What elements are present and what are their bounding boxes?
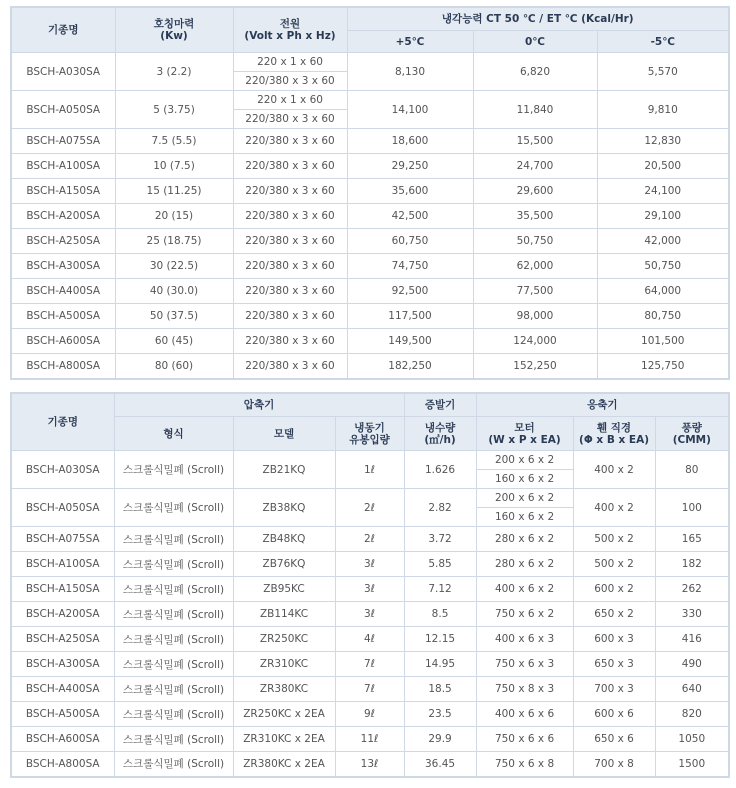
header-hp-label: 호칭마력 bbox=[153, 18, 195, 30]
power-cell: 220/380 x 3 x 60 bbox=[233, 279, 347, 304]
table-row bbox=[11, 254, 729, 279]
capacity-cell: 64,000 bbox=[597, 279, 729, 304]
model-cell: BSCH-A100SA bbox=[11, 552, 114, 577]
motor-cell: 200 x 6 x 2 bbox=[476, 489, 573, 508]
table-row bbox=[11, 627, 729, 652]
table-row bbox=[11, 304, 729, 329]
model-cell: BSCH-A030SA bbox=[11, 451, 114, 489]
capacity-spec-table bbox=[10, 6, 730, 380]
table-row bbox=[11, 354, 729, 379]
water-cell: 1.626 bbox=[404, 451, 476, 489]
fan-cell: 400 x 2 bbox=[573, 489, 655, 527]
model-cell: BSCH-A500SA bbox=[11, 702, 114, 727]
motor-cell: 280 x 6 x 2 bbox=[476, 552, 573, 577]
air-cell: 1500 bbox=[655, 752, 729, 777]
header-power bbox=[233, 7, 347, 53]
header-model: 기종명 bbox=[11, 7, 115, 53]
type-cell: 스크롤식밀폐 (Scroll) bbox=[114, 752, 233, 777]
header-fan-unit: (Φ x B x EA) bbox=[579, 433, 650, 446]
fan-cell: 650 x 6 bbox=[573, 727, 655, 752]
model-cell: BSCH-A250SA bbox=[11, 229, 115, 254]
table-row bbox=[11, 91, 729, 110]
table-row bbox=[11, 677, 729, 702]
power-cell: 220/380 x 3 x 60 bbox=[233, 110, 347, 129]
capacity-cell: 15,500 bbox=[473, 129, 597, 154]
oil-cell: 3ℓ bbox=[335, 577, 404, 602]
motor-cell: 750 x 8 x 3 bbox=[476, 677, 573, 702]
air-cell: 262 bbox=[655, 577, 729, 602]
capacity-cell: 6,820 bbox=[473, 53, 597, 91]
header-fan-label: 휀 직경 bbox=[596, 421, 632, 434]
header-water-label: 냉수량 bbox=[424, 421, 456, 434]
oil-cell: 4ℓ bbox=[335, 627, 404, 652]
capacity-cell: 101,500 bbox=[597, 329, 729, 354]
power-cell: 220/380 x 3 x 60 bbox=[233, 229, 347, 254]
model-cell: BSCH-A300SA bbox=[11, 652, 114, 677]
capacity-cell: 29,600 bbox=[473, 179, 597, 204]
capacity-cell: 35,500 bbox=[473, 204, 597, 229]
comp-model-cell: ZR380KC bbox=[233, 677, 335, 702]
air-cell: 165 bbox=[655, 527, 729, 552]
fan-cell: 650 x 2 bbox=[573, 602, 655, 627]
header-temp-0: 0℃ bbox=[473, 31, 597, 53]
hp-cell: 15 (11.25) bbox=[115, 179, 233, 204]
capacity-cell: 42,500 bbox=[347, 204, 473, 229]
oil-cell: 13ℓ bbox=[335, 752, 404, 777]
model-cell: BSCH-A400SA bbox=[11, 677, 114, 702]
comp-model-cell: ZR310KC bbox=[233, 652, 335, 677]
header-motor bbox=[476, 417, 573, 451]
power-cell: 220/380 x 3 x 60 bbox=[233, 129, 347, 154]
air-cell: 1050 bbox=[655, 727, 729, 752]
hp-cell: 10 (7.5) bbox=[115, 154, 233, 179]
water-cell: 12.15 bbox=[404, 627, 476, 652]
fan-cell: 600 x 6 bbox=[573, 702, 655, 727]
model-cell: BSCH-A800SA bbox=[11, 354, 115, 379]
comp-model-cell: ZB38KQ bbox=[233, 489, 335, 527]
header-water bbox=[404, 417, 476, 451]
air-cell: 490 bbox=[655, 652, 729, 677]
header-condenser: 응축기 bbox=[476, 393, 729, 417]
type-cell: 스크롤식밀폐 (Scroll) bbox=[114, 602, 233, 627]
type-cell: 스크롤식밀폐 (Scroll) bbox=[114, 451, 233, 489]
model-cell: BSCH-A800SA bbox=[11, 752, 114, 777]
capacity-cell: 8,130 bbox=[347, 53, 473, 91]
oil-cell: 7ℓ bbox=[335, 677, 404, 702]
table-row bbox=[11, 652, 729, 677]
model-cell: BSCH-A075SA bbox=[11, 129, 115, 154]
model-cell: BSCH-A075SA bbox=[11, 527, 114, 552]
hp-cell: 7.5 (5.5) bbox=[115, 129, 233, 154]
model-cell: BSCH-A030SA bbox=[11, 53, 115, 91]
air-cell: 100 bbox=[655, 489, 729, 527]
type-cell: 스크롤식밀폐 (Scroll) bbox=[114, 727, 233, 752]
motor-cell: 750 x 6 x 2 bbox=[476, 602, 573, 627]
type-cell: 스크롤식밀폐 (Scroll) bbox=[114, 652, 233, 677]
header-type: 형식 bbox=[114, 417, 233, 451]
comp-model-cell: ZB76KQ bbox=[233, 552, 335, 577]
fan-cell: 500 x 2 bbox=[573, 527, 655, 552]
motor-cell: 400 x 6 x 3 bbox=[476, 627, 573, 652]
capacity-cell: 14,100 bbox=[347, 91, 473, 129]
oil-cell: 1ℓ bbox=[335, 451, 404, 489]
table-row bbox=[11, 727, 729, 752]
type-cell: 스크롤식밀폐 (Scroll) bbox=[114, 489, 233, 527]
water-cell: 5.85 bbox=[404, 552, 476, 577]
oil-cell: 2ℓ bbox=[335, 527, 404, 552]
fan-cell: 650 x 3 bbox=[573, 652, 655, 677]
capacity-cell: 42,000 bbox=[597, 229, 729, 254]
model-cell: BSCH-A500SA bbox=[11, 304, 115, 329]
table-row bbox=[11, 329, 729, 354]
capacity-cell: 24,100 bbox=[597, 179, 729, 204]
header-power-label: 전원 bbox=[279, 18, 301, 30]
model-cell: BSCH-A400SA bbox=[11, 279, 115, 304]
comp-model-cell: ZR250KC bbox=[233, 627, 335, 652]
capacity-cell: 124,000 bbox=[473, 329, 597, 354]
capacity-cell: 50,750 bbox=[597, 254, 729, 279]
table-row bbox=[11, 179, 729, 204]
header-oil bbox=[335, 417, 404, 451]
header-hp bbox=[115, 7, 233, 53]
hp-cell: 20 (15) bbox=[115, 204, 233, 229]
header-power-unit: (Volt x Ph x Hz) bbox=[244, 30, 336, 42]
capacity-cell: 74,750 bbox=[347, 254, 473, 279]
comp-model-cell: ZR250KC x 2EA bbox=[233, 702, 335, 727]
capacity-cell: 29,250 bbox=[347, 154, 473, 179]
header-oil-label: 냉동기 bbox=[354, 421, 385, 434]
type-cell: 스크롤식밀폐 (Scroll) bbox=[114, 677, 233, 702]
capacity-cell: 152,250 bbox=[473, 354, 597, 379]
hp-cell: 40 (30.0) bbox=[115, 279, 233, 304]
motor-cell: 200 x 6 x 2 bbox=[476, 451, 573, 470]
comp-model-cell: ZB114KC bbox=[233, 602, 335, 627]
table-row bbox=[11, 229, 729, 254]
table-row bbox=[11, 204, 729, 229]
motor-cell: 750 x 6 x 3 bbox=[476, 652, 573, 677]
oil-cell: 7ℓ bbox=[335, 652, 404, 677]
motor-cell: 400 x 6 x 6 bbox=[476, 702, 573, 727]
header-water-unit: (㎥/h) bbox=[424, 433, 456, 446]
type-cell: 스크롤식밀폐 (Scroll) bbox=[114, 552, 233, 577]
header-evaporator: 증발기 bbox=[404, 393, 476, 417]
oil-cell: 11ℓ bbox=[335, 727, 404, 752]
motor-cell: 280 x 6 x 2 bbox=[476, 527, 573, 552]
comp-model-cell: ZB95KC bbox=[233, 577, 335, 602]
water-cell: 14.95 bbox=[404, 652, 476, 677]
air-cell: 330 bbox=[655, 602, 729, 627]
power-cell: 220 x 1 x 60 bbox=[233, 91, 347, 110]
motor-cell: 750 x 6 x 6 bbox=[476, 727, 573, 752]
header-temp-minus5: -5℃ bbox=[597, 31, 729, 53]
table-row bbox=[11, 602, 729, 627]
capacity-cell: 11,840 bbox=[473, 91, 597, 129]
power-cell: 220/380 x 3 x 60 bbox=[233, 329, 347, 354]
motor-cell: 400 x 6 x 2 bbox=[476, 577, 573, 602]
power-cell: 220 x 1 x 60 bbox=[233, 53, 347, 72]
table-row bbox=[11, 53, 729, 72]
oil-cell: 3ℓ bbox=[335, 552, 404, 577]
power-cell: 220/380 x 3 x 60 bbox=[233, 72, 347, 91]
capacity-cell: 92,500 bbox=[347, 279, 473, 304]
oil-cell: 2ℓ bbox=[335, 489, 404, 527]
hp-cell: 50 (37.5) bbox=[115, 304, 233, 329]
capacity-cell: 9,810 bbox=[597, 91, 729, 129]
fan-cell: 700 x 3 bbox=[573, 677, 655, 702]
water-cell: 36.45 bbox=[404, 752, 476, 777]
capacity-cell: 149,500 bbox=[347, 329, 473, 354]
table-row bbox=[11, 489, 729, 508]
model-cell: BSCH-A150SA bbox=[11, 179, 115, 204]
model-cell: BSCH-A200SA bbox=[11, 602, 114, 627]
model-cell: BSCH-A100SA bbox=[11, 154, 115, 179]
header-comp-model: 모델 bbox=[233, 417, 335, 451]
capacity-cell: 50,750 bbox=[473, 229, 597, 254]
type-cell: 스크롤식밀폐 (Scroll) bbox=[114, 577, 233, 602]
water-cell: 18.5 bbox=[404, 677, 476, 702]
capacity-cell: 60,750 bbox=[347, 229, 473, 254]
motor-cell: 160 x 6 x 2 bbox=[476, 508, 573, 527]
comp-model-cell: ZB21KQ bbox=[233, 451, 335, 489]
table-row bbox=[11, 451, 729, 470]
header-hp-unit: (Kw) bbox=[160, 30, 188, 42]
model-cell: BSCH-A300SA bbox=[11, 254, 115, 279]
capacity-cell: 20,500 bbox=[597, 154, 729, 179]
oil-cell: 3ℓ bbox=[335, 602, 404, 627]
type-cell: 스크롤식밀폐 (Scroll) bbox=[114, 627, 233, 652]
model-cell: BSCH-A150SA bbox=[11, 577, 114, 602]
header-air-label: 풍량 bbox=[681, 421, 702, 434]
header-motor-label: 모터 bbox=[514, 421, 535, 434]
table-row bbox=[11, 527, 729, 552]
motor-cell: 160 x 6 x 2 bbox=[476, 470, 573, 489]
capacity-cell: 5,570 bbox=[597, 53, 729, 91]
water-cell: 3.72 bbox=[404, 527, 476, 552]
capacity-cell: 29,100 bbox=[597, 204, 729, 229]
capacity-cell: 24,700 bbox=[473, 154, 597, 179]
header-fan bbox=[573, 417, 655, 451]
component-spec-table bbox=[10, 392, 730, 778]
oil-cell: 9ℓ bbox=[335, 702, 404, 727]
header-oil-label2: 유봉입량 bbox=[349, 433, 390, 446]
capacity-cell: 35,600 bbox=[347, 179, 473, 204]
capacity-cell: 182,250 bbox=[347, 354, 473, 379]
table-row bbox=[11, 154, 729, 179]
air-cell: 416 bbox=[655, 627, 729, 652]
air-cell: 182 bbox=[655, 552, 729, 577]
model-cell: BSCH-A600SA bbox=[11, 727, 114, 752]
power-cell: 220/380 x 3 x 60 bbox=[233, 304, 347, 329]
comp-model-cell: ZR310KC x 2EA bbox=[233, 727, 335, 752]
capacity-cell: 80,750 bbox=[597, 304, 729, 329]
table-row bbox=[11, 577, 729, 602]
header-motor-unit: (W x P x EA) bbox=[488, 433, 561, 446]
capacity-cell: 62,000 bbox=[473, 254, 597, 279]
hp-cell: 80 (60) bbox=[115, 354, 233, 379]
hp-cell: 3 (2.2) bbox=[115, 53, 233, 91]
capacity-cell: 77,500 bbox=[473, 279, 597, 304]
table-row bbox=[11, 279, 729, 304]
model-cell: BSCH-A600SA bbox=[11, 329, 115, 354]
power-cell: 220/380 x 3 x 60 bbox=[233, 179, 347, 204]
hp-cell: 30 (22.5) bbox=[115, 254, 233, 279]
header-compressor: 압축기 bbox=[114, 393, 404, 417]
air-cell: 640 bbox=[655, 677, 729, 702]
water-cell: 7.12 bbox=[404, 577, 476, 602]
motor-cell: 750 x 6 x 8 bbox=[476, 752, 573, 777]
model-cell: BSCH-A200SA bbox=[11, 204, 115, 229]
capacity-cell: 18,600 bbox=[347, 129, 473, 154]
capacity-cell: 12,830 bbox=[597, 129, 729, 154]
comp-model-cell: ZR380KC x 2EA bbox=[233, 752, 335, 777]
header-model: 기종명 bbox=[11, 393, 114, 451]
comp-model-cell: ZB48KQ bbox=[233, 527, 335, 552]
table-row bbox=[11, 552, 729, 577]
air-cell: 820 bbox=[655, 702, 729, 727]
hp-cell: 5 (3.75) bbox=[115, 91, 233, 129]
table-row bbox=[11, 129, 729, 154]
model-cell: BSCH-A050SA bbox=[11, 91, 115, 129]
header-air bbox=[655, 417, 729, 451]
power-cell: 220/380 x 3 x 60 bbox=[233, 154, 347, 179]
capacity-cell: 117,500 bbox=[347, 304, 473, 329]
type-cell: 스크롤식밀폐 (Scroll) bbox=[114, 702, 233, 727]
hp-cell: 60 (45) bbox=[115, 329, 233, 354]
type-cell: 스크롤식밀폐 (Scroll) bbox=[114, 527, 233, 552]
water-cell: 8.5 bbox=[404, 602, 476, 627]
power-cell: 220/380 x 3 x 60 bbox=[233, 254, 347, 279]
fan-cell: 400 x 2 bbox=[573, 451, 655, 489]
power-cell: 220/380 x 3 x 60 bbox=[233, 204, 347, 229]
header-temp-plus5: +5℃ bbox=[347, 31, 473, 53]
header-air-unit: (CMM) bbox=[672, 433, 711, 446]
model-cell: BSCH-A050SA bbox=[11, 489, 114, 527]
fan-cell: 700 x 8 bbox=[573, 752, 655, 777]
header-capacity: 냉각능력 CT 50 ℃ / ET ℃ (Kcal/Hr) bbox=[347, 7, 729, 31]
fan-cell: 600 x 3 bbox=[573, 627, 655, 652]
air-cell: 80 bbox=[655, 451, 729, 489]
model-cell: BSCH-A250SA bbox=[11, 627, 114, 652]
table-row bbox=[11, 702, 729, 727]
fan-cell: 500 x 2 bbox=[573, 552, 655, 577]
hp-cell: 25 (18.75) bbox=[115, 229, 233, 254]
capacity-cell: 98,000 bbox=[473, 304, 597, 329]
capacity-cell: 125,750 bbox=[597, 354, 729, 379]
power-cell: 220/380 x 3 x 60 bbox=[233, 354, 347, 379]
water-cell: 29.9 bbox=[404, 727, 476, 752]
water-cell: 23.5 bbox=[404, 702, 476, 727]
fan-cell: 600 x 2 bbox=[573, 577, 655, 602]
water-cell: 2.82 bbox=[404, 489, 476, 527]
table-row bbox=[11, 752, 729, 777]
